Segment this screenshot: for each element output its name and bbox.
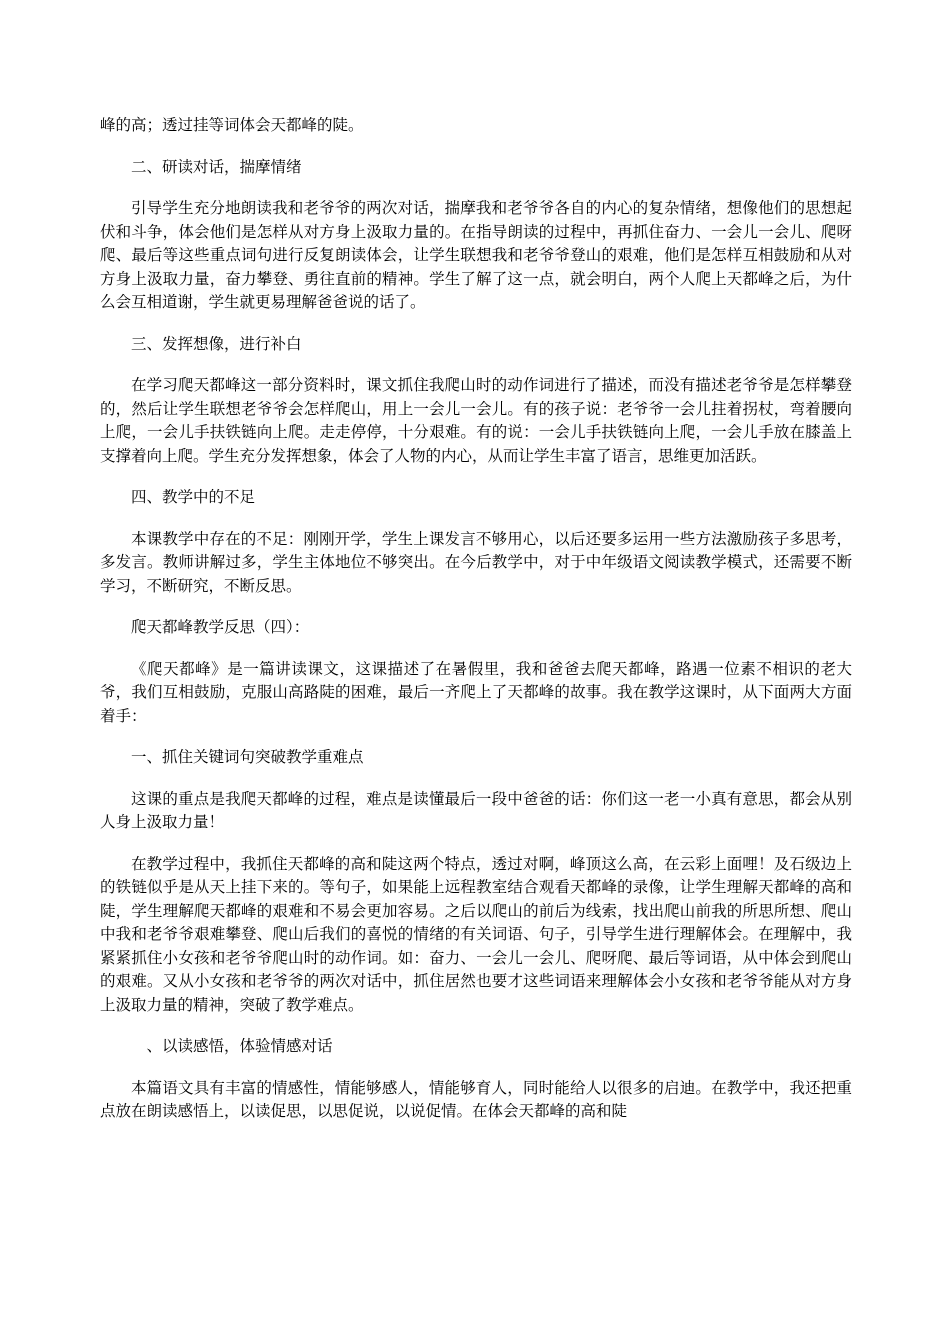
paragraph-dialogue: 引导学生充分地朗读我和老爷爷的两次对话，揣摩我和老爷爷各自的内心的复杂情绪，想像他们的思想起伏和斗争，体会他们是怎样从对方身上汲取力量的。在指导朗读的过程中，再抓住奋力、一会儿一会儿、爬呀爬、最后等这些重点词句进行反复朗读体会，让学生联想我和老爷爷登山的艰难，他们是怎样互相鼓励和从对方身上汲取力量，奋力攀登、勇往直前的精神。学生了解了这一点，就会明白，两个人爬上天都峰之后，为什么会互相道谢，学生就更易理解爸爸说的话了。 xyxy=(100,199,852,311)
section-heading-reading: 、以读感悟，体验情感对话 xyxy=(146,1037,333,1055)
paragraph-focus: 这课的重点是我爬天都峰的过程，难点是读懂最后一段中爸爸的话：你们这一老一小真有意思，都会从别人身上汲取力量！ xyxy=(100,789,852,831)
section-heading-imagination: 三、发挥想像，进行补白 xyxy=(131,334,302,353)
section-heading-dialogue: 二、研读对话，揣摩情绪 xyxy=(131,157,302,176)
reflection-title: 爬天都峰教学反思（四）： xyxy=(131,618,310,636)
paragraph-intro: 《爬天都峰》是一篇讲读课文，这课描述了在暑假里，我和爸爸去爬天都峰，路遇一位素不相识的老大爷，我们互相鼓励，克服山高路陡的困难，最后一齐爬上了天都峰的故事。我在教学这课时，从下面两大方面着手： xyxy=(100,659,852,725)
paragraph-continuation: 峰的高；透过挂等词体会天都峰的陡。 xyxy=(100,116,364,134)
section-heading-shortcomings: 四、教学中的不足 xyxy=(131,488,256,506)
paragraph-reading: 本篇语文具有丰富的情感性，情能够感人，情能够育人，同时能给人以很多的启迪。在教学中，我还把重点放在朗读感悟上，以读促思，以思促说，以说促情。在体会天都峰的高和陡 xyxy=(100,1078,852,1120)
paragraph-imagination: 在学习爬天都峰这一部分资料时，课文抓住我爬山时的动作词进行了描述，而没有描述老爷爷是怎样攀登的，然后让学生联想老爷爷会怎样爬山，用上一会儿一会儿。有的孩子说：老爷爷一会儿拄着拐杖，弯着腰向上爬，一会儿手扶铁链向上爬。走走停停，十分艰难。有的说：一会儿手扶铁链向上爬，一会儿手放在膝盖上支撑着向上爬。学生充分发挥想象，体会了人物的内心，从而让学生丰富了语言，思维更加活跃。 xyxy=(100,376,852,465)
paragraph-process: 在教学过程中，我抓住天都峰的高和陡这两个特点，透过对啊，峰顶这么高，在云彩上面哩！及石级边上的铁链似乎是从天上挂下来的。等句子，如果能上远程教室结合观看天都峰的录像，让学生理解天都峰的高和陡，学生理解爬天都峰的艰难和不易会更加容易。之后以爬山的前后为线索，找出爬山前我的所思所想、爬山中我和老爷爷艰难攀登、爬山后我们的喜悦的情绪的有关词语、句子，引导学生进行理解体会。在理解中，我紧紧抓住小女孩和老爷爷爬山时的动作词。如：奋力、一会儿一会儿、爬呀爬、最后等词语，从中体会到爬山的艰难。又从小女孩和老爷爷的两次对话中，抓住居然也要才这些词语来理解体会小女孩和老爷爷能从对方身上汲取力量的精神，突破了教学难点。 xyxy=(100,854,852,1014)
paragraph-shortcomings: 本课教学中存在的不足：刚刚开学，学生上课发言不够用心，以后还要多运用一些方法激励孩子多思考，多发言。教师讲解过多，学生主体地位不够突出。在今后教学中，对于中年级语文阅读教学模式，还需要不断学习，不断研究，不断反思。 xyxy=(100,529,852,595)
document-body xyxy=(100,114,852,1142)
section-heading-keywords: 一、抓住关键词句突破教学重难点 xyxy=(131,748,364,766)
